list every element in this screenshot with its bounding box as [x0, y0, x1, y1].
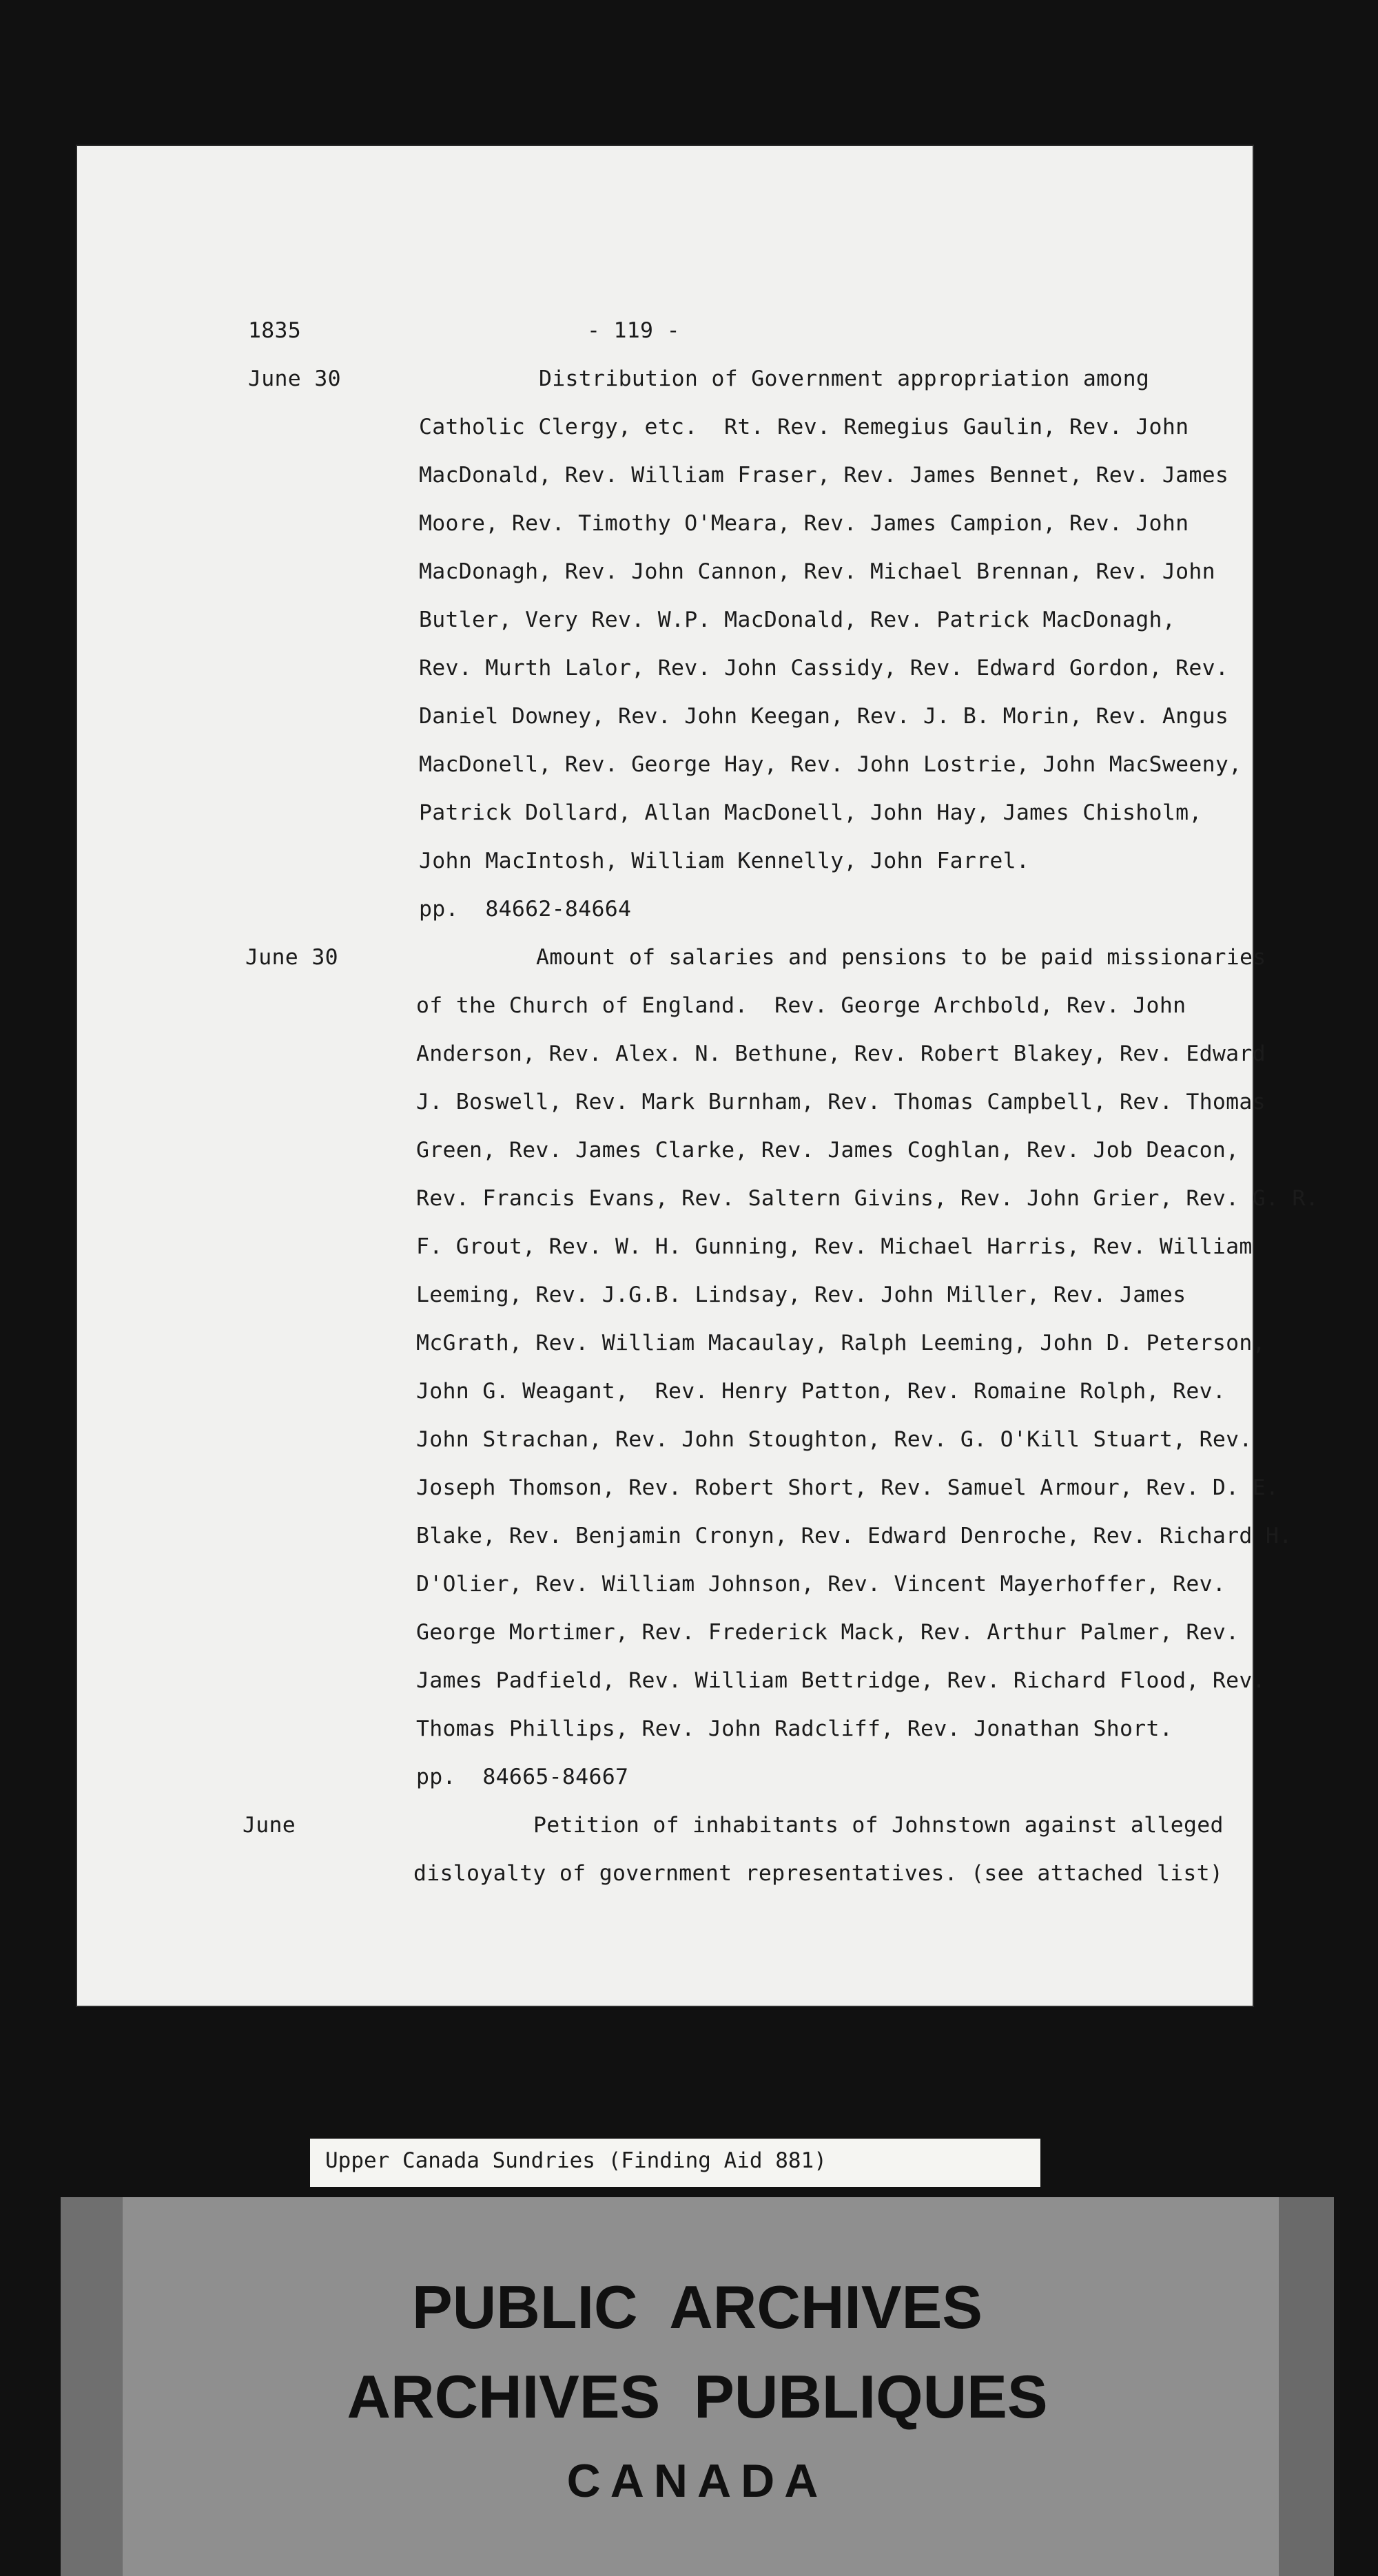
entry-line: Petition of inhabitants of Johnstown against alleged: [533, 1813, 1224, 1838]
page-reference: pp. 84662-84664: [419, 897, 632, 922]
finding-aid-text: Upper Canada Sundries (Finding Aid 881): [325, 2148, 827, 2173]
entry-line: MacDonald, Rev. William Fraser, Rev. James Bennet, Rev. James: [419, 463, 1229, 488]
entry-line: Leeming, Rev. J.G.B. Lindsay, Rev. John Miller, Rev. James: [416, 1282, 1186, 1307]
entry-line: disloyalty of government representatives. (see attached list): [413, 1861, 1224, 1886]
entry-line: Joseph Thomson, Rev. Robert Short, Rev. Samuel Armour, Rev. D. E.: [416, 1475, 1279, 1500]
document-page: [77, 146, 1319, 2006]
entry-line: Distribution of Government appropriation among: [539, 366, 1150, 391]
entry-line: Blake, Rev. Benjamin Cronyn, Rev. Edward Denroche, Rev. Richard H.: [416, 1524, 1293, 1548]
entry-line: J. Boswell, Rev. Mark Burnham, Rev. Thomas Campbell, Rev. Thomas: [416, 1090, 1266, 1114]
archives-stamp: [61, 2197, 1334, 2576]
entry-line: George Mortimer, Rev. Frederick Mack, Rev. Arthur Palmer, Rev.: [416, 1620, 1240, 1645]
entry-date: June 30: [245, 945, 338, 970]
entry-line: of the Church of England. Rev. George Archbold, Rev. John: [416, 993, 1186, 1018]
entry-line: John Strachan, Rev. John Stoughton, Rev. G. O'Kill Stuart, Rev.: [416, 1427, 1253, 1452]
entry-line: McGrath, Rev. William Macaulay, Ralph Leeming, John D. Peterson,: [416, 1331, 1266, 1355]
entry-line: Thomas Phillips, Rev. John Radcliff, Rev. Jonathan Short.: [416, 1716, 1173, 1741]
entry-line: MacDonagh, Rev. John Cannon, Rev. Michael Brennan, Rev. John: [419, 559, 1215, 584]
entry-date: June: [243, 1813, 296, 1838]
entry-line: Catholic Clergy, etc. Rt. Rev. Remegius Gaulin, Rev. John: [419, 415, 1189, 439]
stamp-line-canada: CANADA: [566, 2455, 828, 2507]
entry-line: D'Olier, Rev. William Johnson, Rev. Vincent Mayerhoffer, Rev.: [416, 1572, 1226, 1597]
entry-line: MacDonell, Rev. George Hay, Rev. John Lostrie, John MacSweeny,: [419, 752, 1242, 777]
entry-line: John MacIntosh, William Kennelly, John Farrel.: [419, 849, 1030, 873]
stamp-line-public-archives: PUBLIC ARCHIVES: [412, 2273, 983, 2341]
entry-line: F. Grout, Rev. W. H. Gunning, Rev. Michael Harris, Rev. William: [416, 1234, 1253, 1259]
entry-line: John G. Weagant, Rev. Henry Patton, Rev. Romaine Rolph, Rev.: [416, 1379, 1226, 1404]
entry-line: Rev. Francis Evans, Rev. Saltern Givins, Rev. John Grier, Rev. G. R.: [416, 1186, 1319, 1211]
stamp-line-archives-publiques: ARCHIVES PUBLIQUES: [347, 2362, 1048, 2431]
entry-line: James Padfield, Rev. William Bettridge, Rev. Richard Flood, Rev.: [416, 1668, 1266, 1693]
entry-line: Butler, Very Rev. W.P. MacDonald, Rev. Patrick MacDonagh,: [419, 607, 1176, 632]
page-reference: pp. 84665-84667: [416, 1765, 629, 1789]
page-number: - 119 -: [587, 318, 680, 343]
entry-line: Green, Rev. James Clarke, Rev. James Coghlan, Rev. Job Deacon,: [416, 1138, 1240, 1163]
entry-line: Amount of salaries and pensions to be paid missionaries: [536, 945, 1266, 970]
entry-line: Patrick Dollard, Allan MacDonell, John Hay, James Chisholm,: [419, 800, 1202, 825]
document-year: 1835: [248, 318, 302, 343]
entry-line: Rev. Murth Lalor, Rev. John Cassidy, Rev. Edward Gordon, Rev.: [419, 656, 1229, 681]
entry-line: Daniel Downey, Rev. John Keegan, Rev. J. B. Morin, Rev. Angus: [419, 704, 1229, 729]
entry-line: Moore, Rev. Timothy O'Meara, Rev. James Campion, Rev. John: [419, 511, 1189, 536]
entry-line: Anderson, Rev. Alex. N. Bethune, Rev. Robert Blakey, Rev. Edward: [416, 1041, 1266, 1066]
finding-aid-label: [310, 2139, 1040, 2187]
entry-date: June 30: [248, 366, 341, 391]
